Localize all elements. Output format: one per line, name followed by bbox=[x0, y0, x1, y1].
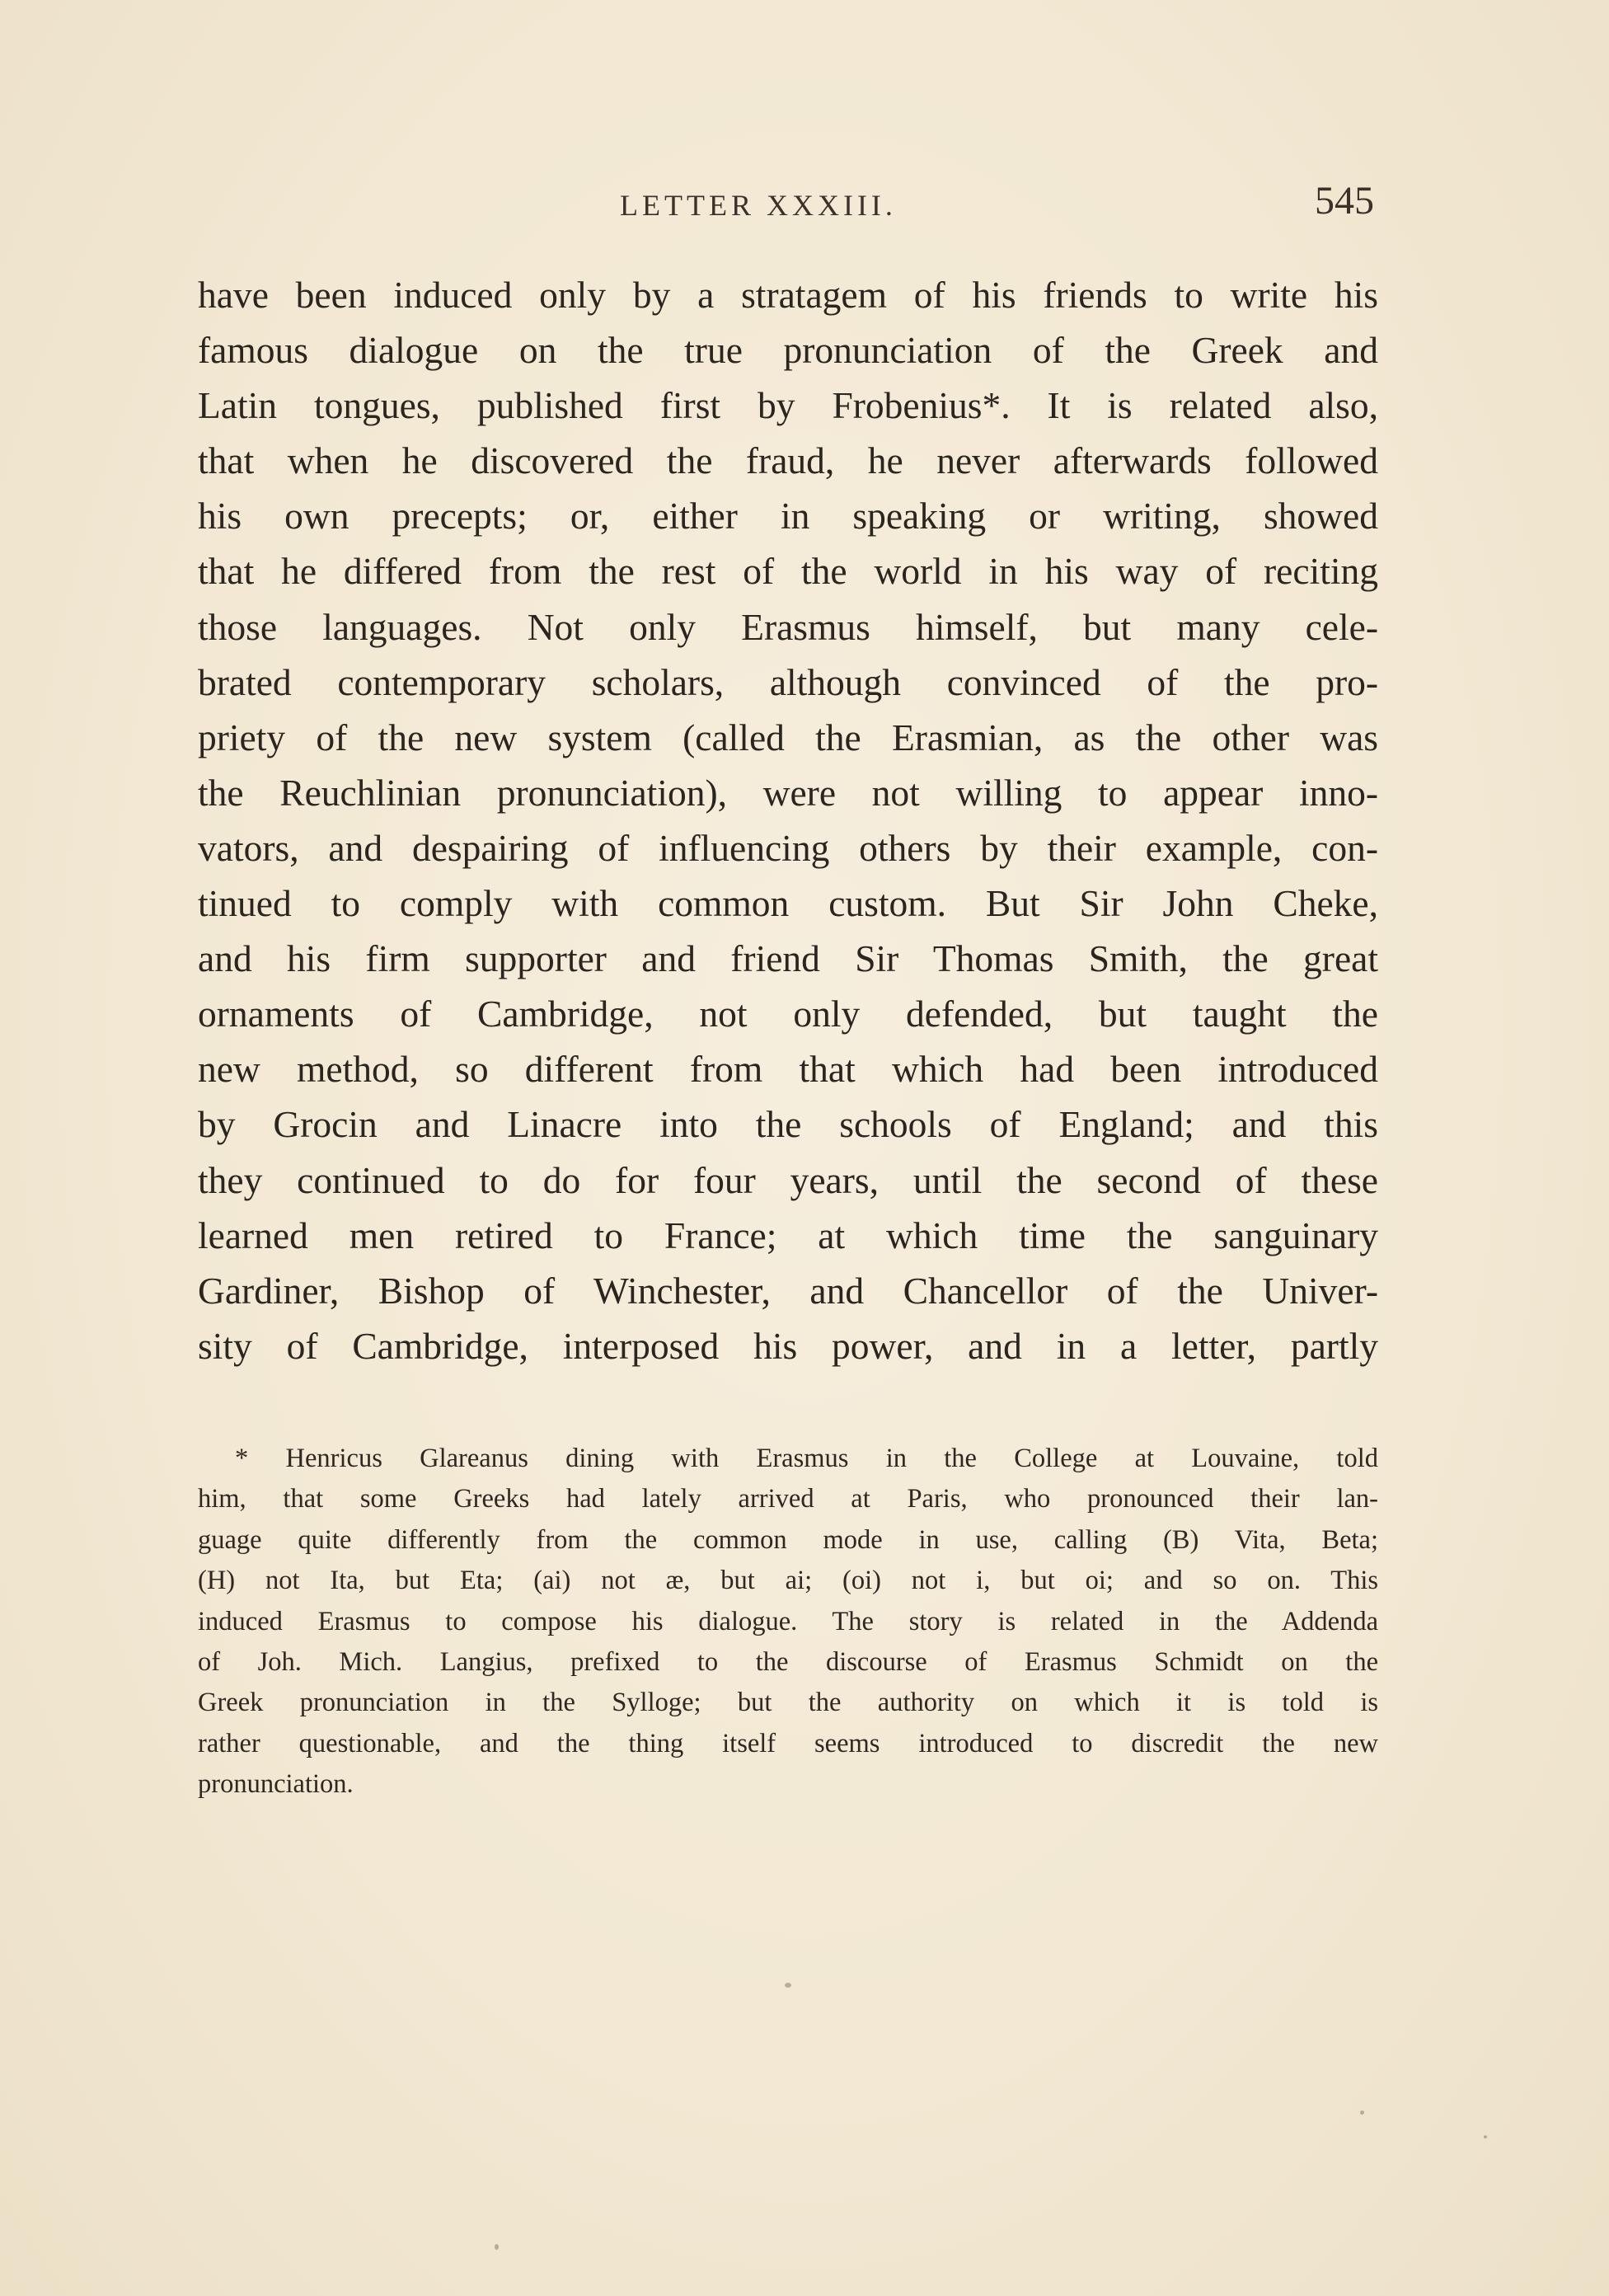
footnote-line: pronunciation. bbox=[198, 1769, 354, 1800]
footnote-line: (H) not Ita, but Eta; (ai) not æ, but ai; (oi) not i, but oi; and so on. This bbox=[198, 1566, 1378, 1596]
footnote-line: him, that some Greeks had lately arrived at Paris, who pronounced their lan- bbox=[198, 1484, 1378, 1514]
body-line: the Reuchlinian pronunciation), were not willing to appear inno- bbox=[198, 771, 1378, 814]
body-line: have been induced only by a stratagem of his friends to write his bbox=[198, 274, 1378, 316]
paper-speck bbox=[785, 1983, 791, 1988]
body-line: sity of Cambridge, interposed his power, and in a letter, partly bbox=[198, 1324, 1378, 1367]
body-line: his own precepts; or, either in speaking or writing, showed bbox=[198, 495, 1378, 538]
footnote-line: guage quite differently from the common mode in use, calling (B) Vita, Beta; bbox=[198, 1524, 1378, 1555]
body-line: famous dialogue on the true pronunciation of the Greek and bbox=[198, 329, 1378, 372]
footnote-line: Greek pronunciation in the Sylloge; but the authority on which it is told is bbox=[198, 1688, 1378, 1718]
body-line: vators, and despairing of influencing others by their example, con- bbox=[198, 826, 1378, 869]
footnote-line: induced Erasmus to compose his dialogue. The story is related in the Addenda bbox=[198, 1606, 1378, 1636]
footnote-line: rather questionable, and the thing itself seems introduced to discredit the new bbox=[198, 1728, 1378, 1758]
paper-speck bbox=[1360, 2111, 1364, 2115]
body-line: by Grocin and Linacre into the schools of England; and this bbox=[198, 1103, 1378, 1146]
running-title: LETTER XXXIII. bbox=[620, 189, 897, 222]
footnote bbox=[198, 1439, 1378, 1805]
body-line: ornaments of Cambridge, not only defended, but taught the bbox=[198, 993, 1378, 1035]
body-line: new method, so different from that which had been introduced bbox=[198, 1048, 1378, 1091]
body-line: those languages. Not only Erasmus himself, but many cele- bbox=[198, 605, 1378, 648]
footnote-line: of Joh. Mich. Langius, prefixed to the discourse of Erasmus Schmidt on the bbox=[198, 1646, 1378, 1677]
body-text bbox=[198, 267, 1378, 1373]
body-line: Gardiner, Bishop of Winchester, and Chancellor of the Univer- bbox=[198, 1269, 1378, 1312]
body-line: brated contemporary scholars, although convinced of the pro- bbox=[198, 660, 1378, 703]
page-number: 545 bbox=[1315, 179, 1374, 223]
body-line: priety of the new system (called the Erasmian, as the other was bbox=[198, 716, 1378, 758]
paper-speck bbox=[1484, 2135, 1487, 2139]
paper-speck bbox=[495, 2244, 499, 2250]
body-line: that when he discovered the fraud, he never afterwards followed bbox=[198, 439, 1378, 482]
body-line: they continued to do for four years, until the second of these bbox=[198, 1158, 1378, 1201]
body-line: and his firm supporter and friend Sir Thomas Smith, the great bbox=[198, 937, 1378, 980]
body-line: tinued to comply with common custom. But Sir John Cheke, bbox=[198, 882, 1378, 925]
body-line: learned men retired to France; at which time the sanguinary bbox=[198, 1214, 1378, 1256]
body-line: that he differed from the rest of the world in his way of reciting bbox=[198, 550, 1378, 593]
body-line: Latin tongues, published first by Frobenius*. It is related also, bbox=[198, 384, 1378, 427]
footnote-line: * Henricus Glareanus dining with Erasmus in the College at Louvaine, told bbox=[235, 1444, 1378, 1473]
